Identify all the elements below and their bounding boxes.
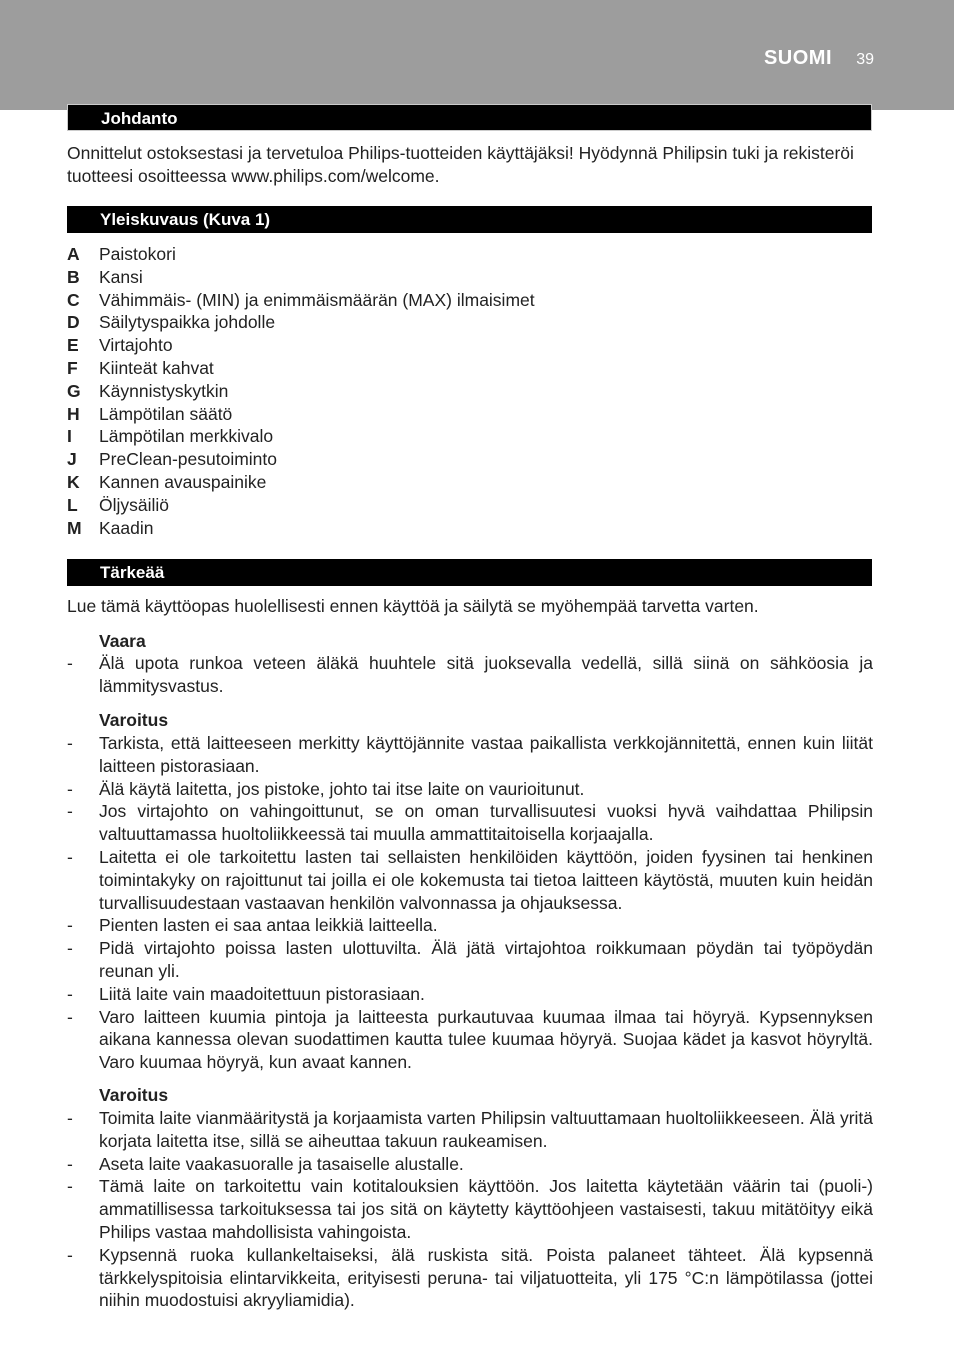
list-item: - Tämä laite on tarkoitettu vain kotitalouksien käyttöön. Jos laitetta käytetään väärin tai (puoli-) ammatillisessa tarkoituksessa tai jos sitä on käytetty käyttöohjeen vastaisesti, takuu mitätöityy eikä Philips vastaa mahdollisista vahingoista. <box>67 1176 873 1242</box>
warning-list <box>67 732 873 1074</box>
item-text: Jos virtajohto on vahingoittunut, se on oman turvallisuutesi vuoksi hyvä vaihdattaa Philipsin valtuuttamassa huoltoliikkeessä tai muulla ammattitaitoisella korjaajalla. <box>99 801 873 845</box>
item-text: Laitetta ei ole tarkoitettu lasten tai sellaisten henkilöiden käyttöön, joiden fyysinen tai henkinen toimintakyky on rajoittunut tai joilla ei ole kokemusta tai tietoa laitteen käytöstä, muuten kuin heidän turvallisuudestaan vastaavan henkilön valvonnassa ja ohjauksessa. <box>99 846 873 913</box>
list-item: - Pienten lasten ei saa antaa leikkiä laitteella. <box>67 914 873 937</box>
list-item: - Laitetta ei ole tarkoitettu lasten tai sellaisten henkilöiden käyttöön, joiden fyysinen tai henkinen toimintakyky on rajoittunut tai joilla ei ole kokemusta tai tietoa laitteen käytöstä, muuten kuin heidän turvallisuudestaan vastaavan henkilön valvonnassa ja ohjauksessa. <box>67 846 873 913</box>
list-item: - Liitä laite vain maadoitettuun pistorasiaan. <box>67 983 873 1006</box>
item-letter: G <box>67 380 81 401</box>
list-item: - Kypsennä ruoka kullankeltaiseksi, älä ruskista sitä. Poista palaneet tähteet. Älä kypsennä tärkkelyspitoisia elintarvikkeita, erityisesti peruna- tai viljatuotteita, yli 175 °C:n lämpötilassa (jottei niihin muodostuisi akryyliamidia). <box>67 1244 873 1311</box>
item-label: Kaadin <box>99 517 154 538</box>
item-label: PreClean-pesutoiminto <box>99 449 278 470</box>
section-heading-important: Tärkeää <box>67 559 872 586</box>
page-number: 39 <box>856 51 874 68</box>
list-item: - Älä upota runkoa veteen äläkä huuhtele sitä juoksevalla vedellä, sillä siinä on sähköosia ja lämmitysvastus. <box>67 653 873 696</box>
item-letter: B <box>67 266 80 287</box>
intro-paragraph: Onnittelut ostoksestasi ja tervetuloa Philips-tuotteiden käyttäjäksi! Hyödynnä Philipsin tuki ja rekisteröi tuotteesi osoitteessa www.philips.com/welcome. <box>67 143 854 186</box>
item-letter: E <box>67 335 79 356</box>
item-letter: F <box>67 357 78 378</box>
item-label: Kansi <box>99 266 143 287</box>
danger-heading: Vaara <box>99 631 146 651</box>
list-item <box>67 471 535 494</box>
item-text: Tarkista, että laitteeseen merkitty käyttöjännite vastaa paikallista verkkojännitettä, ennen kuin liität laitteen pistorasiaan. <box>99 733 873 776</box>
list-item <box>67 403 535 426</box>
item-letter: A <box>67 244 80 264</box>
danger-list <box>67 652 873 698</box>
item-label: Lämpötilan säätö <box>99 403 233 424</box>
item-text: Aseta laite vaakasuoralle ja tasaiselle alustalle. <box>99 1153 464 1174</box>
list-item <box>67 448 535 471</box>
list-item: - Aseta laite vaakasuoralle ja tasaiselle alustalle. <box>67 1153 873 1176</box>
item-label: Virtajohto <box>99 335 173 356</box>
item-letter: H <box>67 403 80 424</box>
item-label: Öljysäiliö <box>99 494 170 515</box>
list-item <box>67 357 535 380</box>
item-letter: C <box>67 289 80 310</box>
list-item <box>67 517 535 540</box>
important-paragraph: Lue tämä käyttöopas huolellisesti ennen käyttöä ja säilytä se myöhempää tarvetta varten. <box>67 596 759 616</box>
item-label: Kannen avauspainike <box>99 471 267 492</box>
item-text: Kypsennä ruoka kullankeltaiseksi, älä ruskista sitä. Poista palaneet tähteet. Älä kypsennä tärkkelyspitoisia elintarvikkeita, erityisesti peruna- tai viljatuotteita, yli 175 °C:n lämpötilassa (jottei niihin muodostuisi akryyliamidia). <box>99 1244 873 1311</box>
warning-heading: Varoitus <box>99 710 169 730</box>
item-letter: J <box>67 449 77 470</box>
item-text: Varo laitteen kuumia pintoja ja laitteesta purkautuvaa kuumaa ilmaa tai höyryä. Kypsennyksen aikana kannessa olevan suodattimen kautta tulee kuumaa höyryä. Suojaa kädet ja kasvot höyryltä. Varo kuumaa höyryä, kun avaat kannen. <box>99 1006 873 1073</box>
list-item <box>67 243 535 266</box>
list-item <box>67 289 535 312</box>
section-heading-intro: Johdanto <box>67 104 872 131</box>
item-letter: M <box>67 517 82 538</box>
list-item: - Jos virtajohto on vahingoittunut, se on oman turvallisuutesi vuoksi hyvä vaihdattaa Philipsin valtuuttamassa huoltoliikkeessä tai muulla ammattitaitoisella korjaajalla. <box>67 801 873 845</box>
list-item <box>67 266 535 289</box>
item-text: Pienten lasten ei saa antaa leikkiä laitteella. <box>99 915 438 936</box>
item-letter: D <box>67 312 80 333</box>
item-label: Säilytyspaikka johdolle <box>99 312 276 333</box>
item-text: Pidä virtajohto poissa lasten ulottuvilta. Älä jätä virtajohtoa roikkumaan pöydän tai työpöydän reunan yli. <box>99 938 873 981</box>
list-item: - Tarkista, että laitteeseen merkitty käyttöjännite vastaa paikallista verkkojännitettä, ennen kuin liität laitteen pistorasiaan. <box>67 733 873 776</box>
list-item <box>67 494 535 517</box>
list-item <box>67 334 535 357</box>
item-text: Älä käytä laitetta, jos pistoke, johto tai itse laite on vaurioitunut. <box>99 778 585 799</box>
list-item: - Pidä virtajohto poissa lasten ulottuvilta. Älä jätä virtajohtoa roikkumaan pöydän tai työpöydän reunan yli. <box>67 938 873 981</box>
item-label: Lämpötilan merkkivalo <box>99 426 274 447</box>
item-text: Liitä laite vain maadoitettuun pistorasiaan. <box>99 983 425 1004</box>
language-label: SUOMI <box>763 47 832 69</box>
item-letter: I <box>67 426 72 447</box>
list-item <box>67 311 535 334</box>
item-letter: K <box>67 471 80 492</box>
section-heading-overview: Yleiskuvaus (Kuva 1) <box>67 206 872 233</box>
item-text: Älä upota runkoa veteen äläkä huuhtele sitä juoksevalla vedellä, sillä siinä on sähköosia ja lämmitysvastus. <box>99 653 873 696</box>
list-item: - Älä käytä laitetta, jos pistoke, johto tai itse laite on vaurioitunut. <box>67 778 873 801</box>
list-item <box>67 425 535 448</box>
list-item <box>67 380 535 403</box>
item-text: Tämä laite on tarkoitettu vain kotitalouksien käyttöön. Jos laitetta käytetään väärin tai (puoli-) ammatillisessa tarkoituksessa tai jos sitä on käytetty käyttöohjeen vastaisesti, takuu mitätöityy eikä Philips vastaa mahdollisista vahingoista. <box>99 1176 873 1242</box>
list-item: - Varo laitteen kuumia pintoja ja laitteesta purkautuvaa kuumaa ilmaa tai höyryä. Kypsennyksen aikana kannessa olevan suodattimen kautta tulee kuumaa höyryä. Suojaa kädet ja kasvot höyryltä. Varo kuumaa höyryä, kun avaat kannen. <box>67 1006 873 1073</box>
parts-list <box>67 243 535 539</box>
item-label: Paistokori <box>99 244 176 264</box>
list-item: - Toimita laite vianmääritystä ja korjaamista varten Philipsin valtuuttamaan huoltoliikkeeseen. Älä yritä korjata laitetta itse, sillä se aiheuttaa takuun raukeamisen. <box>67 1108 873 1151</box>
item-label: Vähimmäis- (MIN) ja enimmäismäärän (MAX) ilmaisimet <box>99 289 535 310</box>
item-label: Käynnistyskytkin <box>99 380 229 401</box>
item-label: Kiinteät kahvat <box>99 357 214 378</box>
warning-list <box>67 1107 873 1312</box>
warning-heading: Varoitus <box>99 1085 169 1105</box>
item-text: Toimita laite vianmääritystä ja korjaamista varten Philipsin valtuuttamaan huoltoliikkeeseen. Älä yritä korjata laitetta itse, sillä se aiheuttaa takuun raukeamisen. <box>99 1108 873 1151</box>
item-letter: L <box>67 494 78 515</box>
